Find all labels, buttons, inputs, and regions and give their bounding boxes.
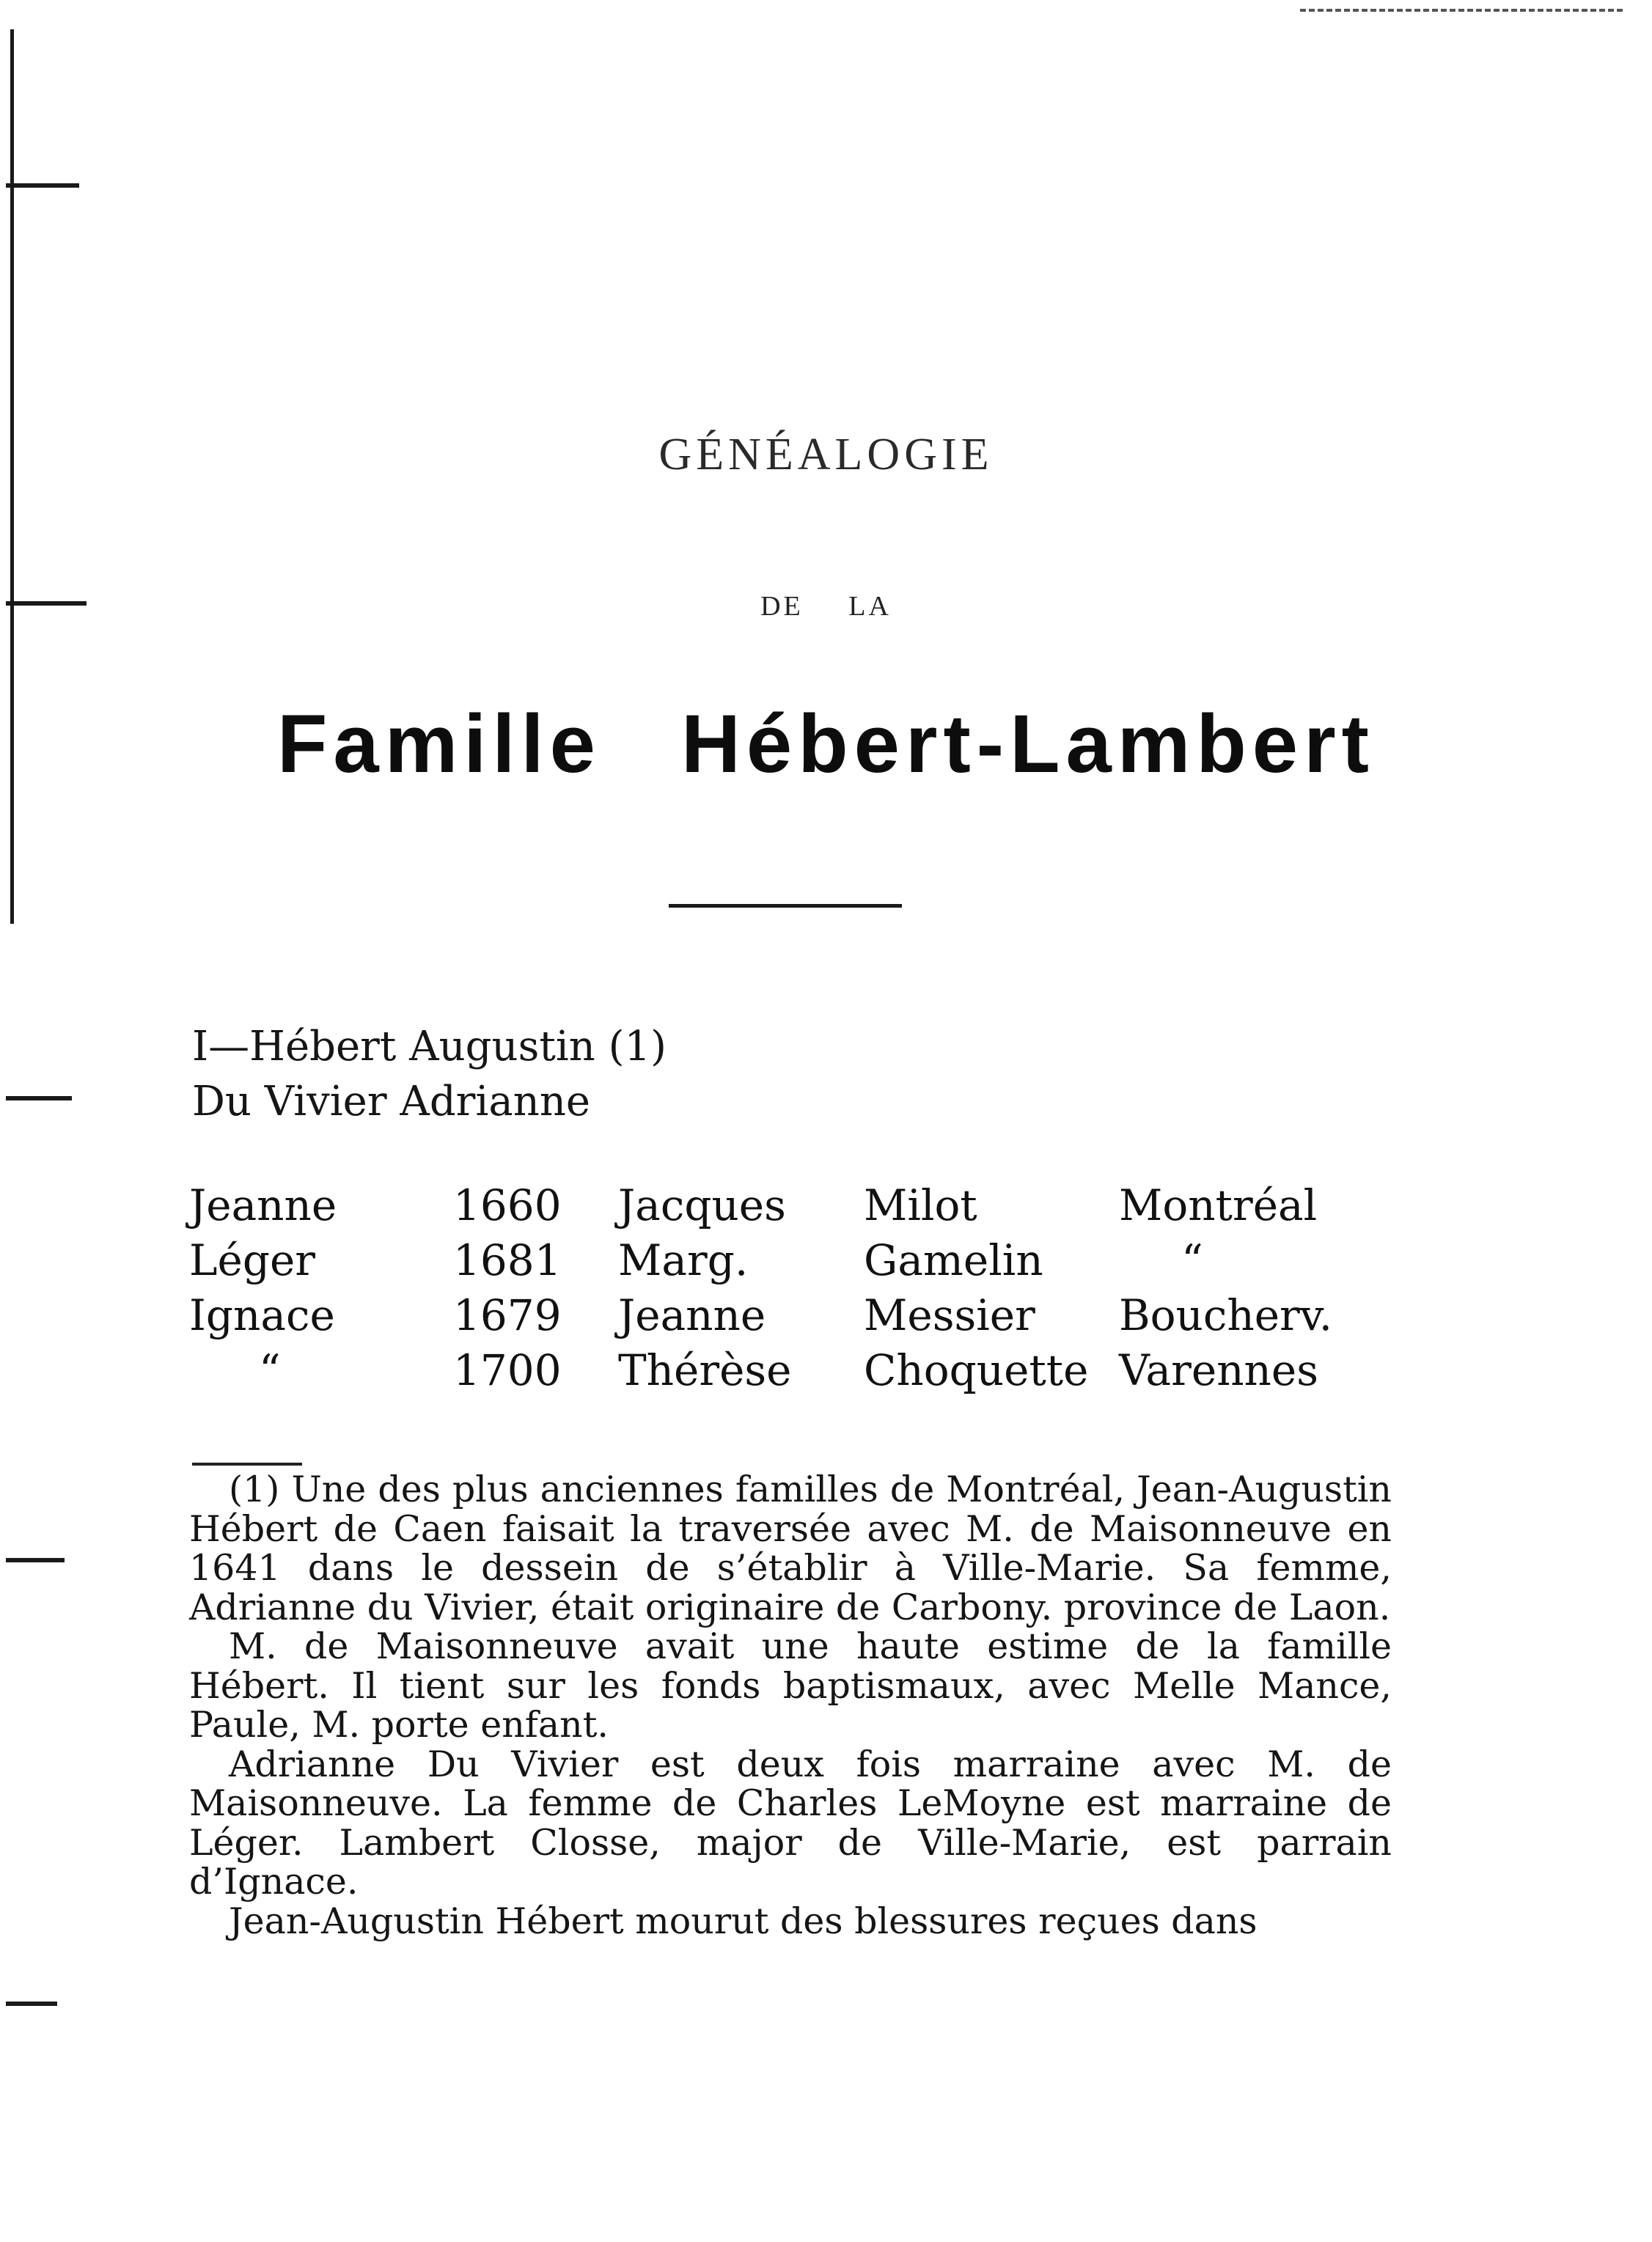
- marriage-year: 1681: [453, 1235, 562, 1285]
- page-title-de-la: DE LA: [760, 591, 892, 622]
- marriage-place: Varennes: [1119, 1345, 1318, 1395]
- children-table: [189, 1180, 1421, 1400]
- marriage-year: 1660: [453, 1180, 562, 1230]
- footnote-paragraph: Adrianne Du Vivier est deux fois marraine avec M. de Maisonneuve. La femme de Charles LeMoyne est marraine de Léger. Lambert Closse, major de Ville-Marie, est parrain d’Ignace.: [189, 1743, 1392, 1903]
- marriage-place: “: [1181, 1235, 1203, 1285]
- table-row: [189, 1235, 1421, 1290]
- spouse-last-name: Messier: [864, 1290, 1035, 1340]
- spouse-first-name: Jeanne: [618, 1290, 766, 1340]
- title-divider: [669, 904, 902, 908]
- binding-tick: [6, 2002, 57, 2006]
- marriage-place: Boucherv.: [1119, 1290, 1333, 1340]
- binding-tick: [6, 1096, 72, 1100]
- footnote-paragraph: Jean-Augustin Hébert mourut des blessures reçues dans: [229, 1900, 1258, 1942]
- spouse-first-name: Thérèse: [618, 1345, 792, 1395]
- spouse-last-name: Gamelin: [864, 1235, 1043, 1285]
- child-name: Jeanne: [189, 1180, 337, 1230]
- page-title-genealogy: GÉNÉALOGIE: [658, 430, 994, 479]
- footnote-paragraph: M. de Maisonneuve avait une haute estime de la famille Hébert. Il tient sur les fonds baptismaux, avec Melle Mance, Paule, M. porte enfant.: [189, 1625, 1392, 1746]
- entry-heading-father: I—Hébert Augustin (1): [192, 1023, 667, 1070]
- table-row: [189, 1290, 1421, 1345]
- marriage-place: Montréal: [1119, 1180, 1318, 1230]
- page-title-family: Famille Hébert-Lambert: [277, 698, 1375, 790]
- footnote-divider: [192, 1463, 302, 1466]
- spouse-last-name: Milot: [864, 1180, 977, 1230]
- spouse-last-name: Choquette: [864, 1345, 1089, 1395]
- binding-tick: [6, 183, 79, 188]
- scan-dashes: [1300, 9, 1623, 12]
- child-name: “: [259, 1345, 281, 1395]
- child-name: Léger: [189, 1235, 316, 1285]
- table-row: [189, 1180, 1421, 1235]
- footnote-paragraph: (1) Une des plus anciennes familles de Montréal, Jean-Augustin Hébert de Caen faisait la traversée avec M. de Maisonneuve en 1641 dans le dessein de s’établir à Ville-Marie. Sa femme, Adrianne du Vivier, était originaire de Carbony. province de Laon.: [189, 1469, 1392, 1628]
- binding-tick: [6, 1558, 65, 1562]
- marriage-year: 1679: [453, 1290, 562, 1340]
- spouse-first-name: Marg.: [618, 1235, 749, 1285]
- entry-heading-mother: Du Vivier Adrianne: [192, 1078, 591, 1125]
- table-row: [189, 1345, 1421, 1400]
- marriage-year: 1700: [453, 1345, 562, 1395]
- footnote: [189, 1470, 1392, 1941]
- spouse-first-name: Jacques: [618, 1180, 786, 1230]
- child-name: Ignace: [189, 1290, 335, 1340]
